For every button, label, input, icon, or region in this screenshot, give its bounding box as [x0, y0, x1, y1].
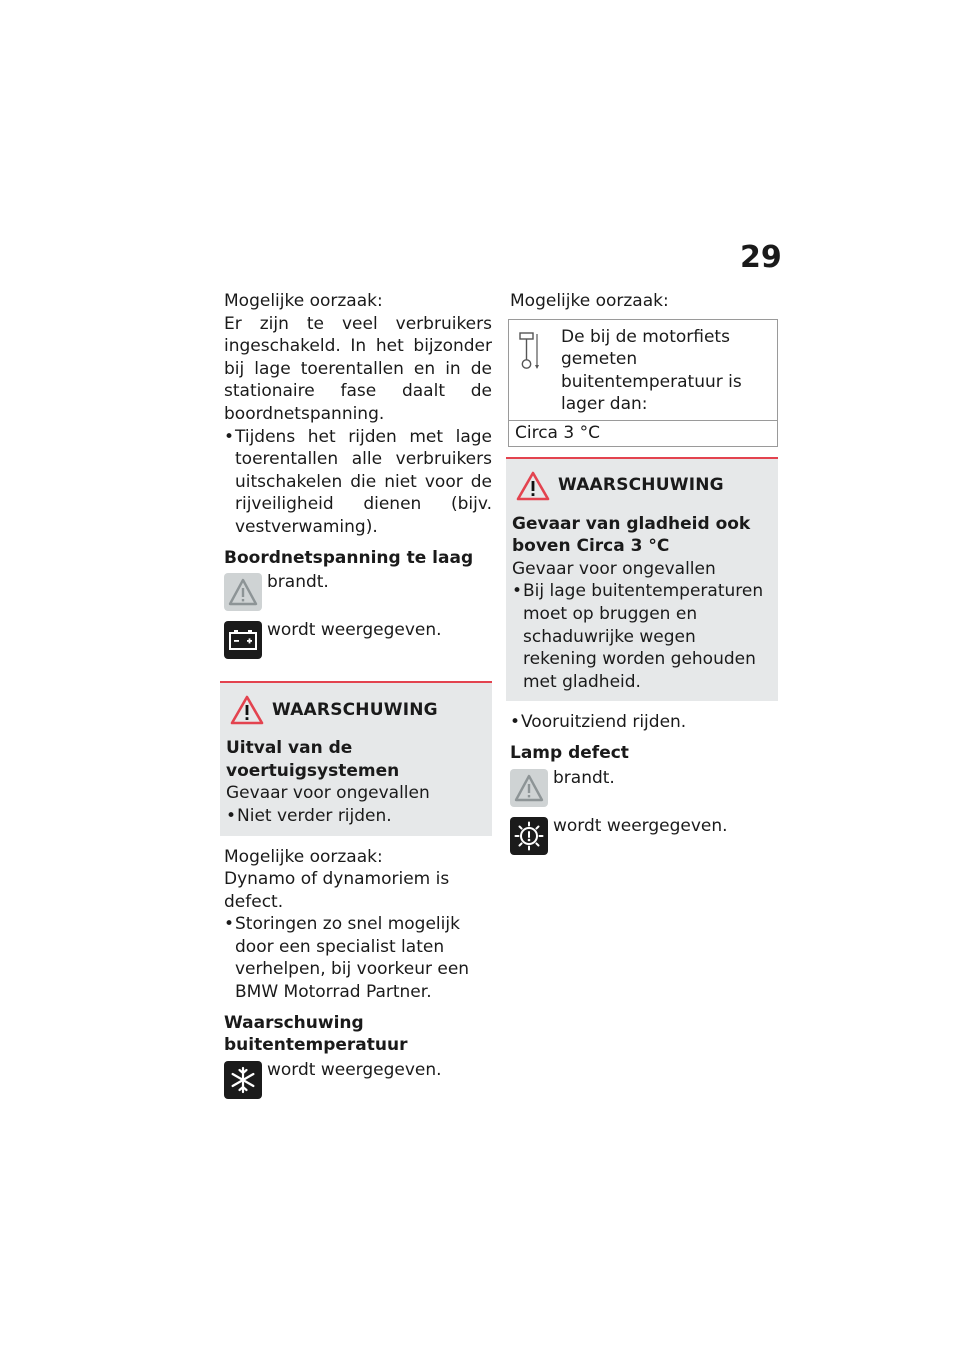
indicator-row [224, 1059, 492, 1099]
indicator-text: wordt weergegeven. [267, 1059, 442, 1080]
general-warning-icon [510, 769, 548, 807]
cause-label: Mogelijke oorzaak: [224, 846, 383, 867]
warning-bullet: • Bij lage buitentemperaturen moet op bruggen en schaduwrijke wegen rekening worden gehouden met gladheid. [512, 580, 772, 693]
table-value: Circa 3 °C [509, 420, 777, 446]
lamp-defect-icon [510, 817, 548, 855]
warning-box [220, 681, 492, 835]
indicator-row [510, 767, 778, 807]
section-heading-lamp: Lamp defect [510, 742, 629, 763]
bullet-list [224, 913, 492, 1003]
bullet-list [224, 426, 492, 539]
bullet-list [510, 711, 778, 734]
warning-bullets [512, 580, 772, 693]
table-text: De bij de motorfiets gemeten buitentemperatuur is lager dan: [561, 326, 742, 415]
bullet-item: • Vooruitziend rijden. [510, 711, 778, 734]
warning-title: WAARSCHUWING [558, 475, 724, 496]
table-row [509, 320, 777, 420]
cause-label: Mogelijke oorzaak: [510, 291, 669, 311]
warning-header [230, 695, 486, 725]
battery-icon [224, 621, 262, 659]
cause-label: Mogelijke oorzaak: [224, 291, 383, 311]
indicator-text: brandt. [553, 767, 615, 788]
warning-text: Gevaar voor ongevallen [512, 558, 716, 579]
right-column [510, 290, 778, 855]
temperature-table [508, 319, 778, 447]
warning-triangle-icon [230, 695, 264, 725]
section-heading-voltage: Boordnetspanning te laag [224, 547, 474, 568]
cause-text: Dynamo of dynamoriem is defect. [224, 869, 450, 912]
indicator-row [224, 571, 492, 611]
bullet-item: • Storingen zo snel mogelijk door een specialist laten verhelpen, bij voorkeur een BMW Motorrad Partner. [224, 913, 492, 1003]
warning-subject: Gevaar van gladheid ook boven Circa 3 °C [512, 513, 751, 557]
warning-header [516, 471, 772, 501]
warning-subject: Uitval van de voertuigsystemen [226, 738, 400, 781]
indicator-text: wordt weergegeven. [267, 620, 442, 641]
cause-text: Er zijn te veel verbruikers ingeschakeld. In het bijzonder bij lage toerentallen en in de stationaire fase daalt de boordnetspanning. [224, 313, 492, 424]
warning-text: Gevaar voor ongevallen [226, 783, 430, 804]
warning-bullet: • Niet verder rijden. [226, 805, 486, 828]
section-heading-temperature: Waarschuwing buitentemperatuur [224, 1012, 408, 1056]
thermometer-icon [517, 330, 541, 374]
indicator-row [224, 619, 492, 659]
warning-box [506, 457, 778, 702]
page-number: 29 [740, 240, 782, 275]
warning-bullets [226, 805, 486, 828]
indicator-row [510, 815, 778, 855]
warning-triangle-icon [516, 471, 550, 501]
indicator-text: brandt. [267, 572, 329, 593]
warning-title: WAARSCHUWING [272, 699, 438, 720]
bullet-item: • Tijdens het rijden met lage toerentallen alle verbruikers uitschakelen die niet voor de rijveiligheid dienen (bijv. vestverwaming). [224, 426, 492, 539]
snowflake-icon [224, 1061, 262, 1099]
indicator-text: wordt weergegeven. [553, 815, 728, 836]
left-column [224, 290, 492, 1099]
general-warning-icon [224, 573, 262, 611]
